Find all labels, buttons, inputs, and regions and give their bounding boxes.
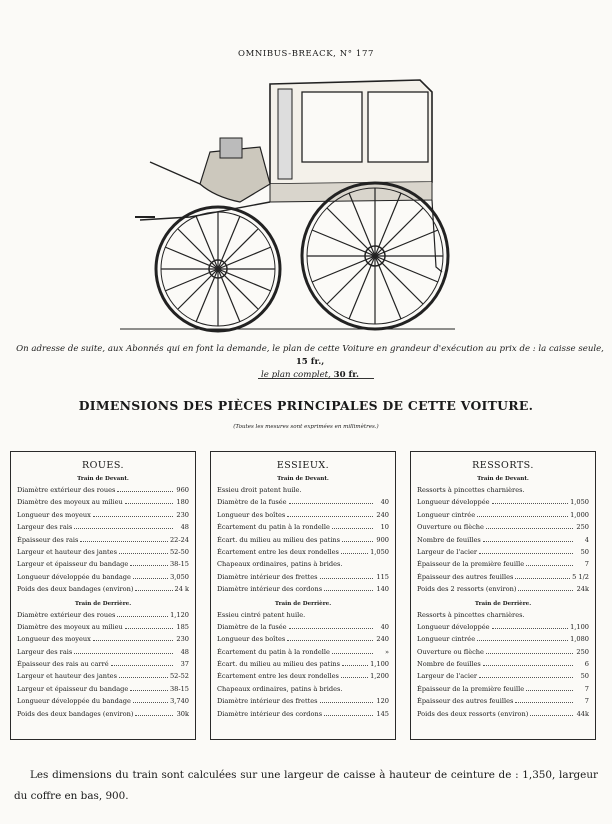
dimension-row — [417, 621, 589, 633]
leader-dots — [479, 677, 573, 678]
dimension-row — [17, 509, 189, 521]
dimension-row — [417, 571, 589, 583]
dimension-row — [17, 571, 189, 583]
dimension-value: 240 — [376, 635, 389, 644]
dimension-value: 3,050 — [170, 572, 189, 581]
dimension-row — [17, 558, 189, 570]
section-heading: Train de Derrière. — [74, 600, 132, 607]
leader-dots — [74, 653, 173, 654]
dimension-row — [217, 621, 389, 633]
dimension-row — [17, 621, 189, 633]
leader-dots — [289, 628, 373, 629]
leader-dots — [111, 665, 173, 666]
dimension-label: Diamètre intérieur des frettes — [217, 697, 318, 706]
dimension-value: 250 — [576, 523, 589, 532]
dimension-value: 240 — [376, 510, 389, 519]
dimension-value: 38-15 — [169, 684, 189, 693]
leader-dots — [289, 503, 373, 504]
dimension-value: 1,120 — [170, 610, 189, 619]
dimension-label: Longueur développée du bandage — [17, 697, 131, 706]
dimension-row — [17, 633, 189, 645]
dimension-row — [217, 670, 389, 682]
leader-dots — [135, 590, 172, 591]
dimension-value: 30k — [176, 709, 189, 718]
dimension-label: Diamètre extérieur des roues — [17, 610, 116, 619]
dimension-row — [417, 670, 589, 682]
dimension-label: Longueur développée du bandage — [17, 572, 131, 581]
dimension-row — [417, 558, 589, 570]
leader-dots — [320, 702, 373, 703]
dimension-value: 1,200 — [370, 672, 389, 681]
dimension-label: Épaisseur des rais — [17, 535, 79, 544]
dimension-row — [217, 509, 389, 521]
dimension-value: 120 — [376, 697, 389, 706]
dimension-row — [417, 683, 589, 695]
leader-dots — [483, 541, 573, 542]
leader-dots — [342, 665, 368, 666]
section-heading: Train de Devant. — [477, 476, 529, 482]
separator-rule — [258, 378, 374, 379]
dimension-label: Largeur et hauteur des jantes — [17, 672, 117, 681]
leader-dots — [477, 640, 568, 641]
dimension-label: Largeur des rais — [17, 647, 73, 656]
dimension-value: 250 — [576, 647, 589, 656]
dimension-row — [417, 496, 589, 508]
leader-dots — [287, 516, 373, 517]
dimension-row — [417, 695, 589, 707]
dimension-label: Écartement du patin à la rondelle — [217, 647, 330, 656]
dimension-value: 7 — [584, 560, 589, 569]
leader-dots — [320, 578, 373, 579]
dimension-row — [217, 558, 389, 570]
caption-prefix: On adresse de suite, aux Abonnés qui en font la demande, le plan de cette Voiture en grandeur d'exécution au prix de : la caisse seule, — [16, 344, 604, 354]
dimension-row — [217, 646, 389, 658]
rear-wheel — [302, 183, 448, 329]
dimension-row — [217, 708, 389, 720]
leader-dots — [119, 553, 168, 554]
panel-title: ESSIEUX. — [276, 460, 330, 471]
dimension-row — [17, 583, 189, 595]
section-heading: Train de Derrière. — [274, 600, 332, 607]
leader-dots — [93, 516, 173, 517]
leader-dots — [492, 503, 569, 504]
leader-dots — [125, 628, 173, 629]
dimension-value: 40 — [380, 622, 389, 631]
leader-dots — [492, 628, 569, 629]
section-heading: Train de Devant. — [77, 476, 129, 482]
section-heading: Train de Derrière. — [474, 600, 532, 607]
dimension-value: 24 k — [174, 585, 189, 594]
dimension-value: 50 — [580, 547, 589, 556]
leader-dots — [518, 590, 573, 591]
panel-title: RESSORTS. — [472, 460, 534, 471]
dimension-label: Poids des deux bandages (environ) — [17, 709, 134, 718]
leader-dots — [515, 702, 573, 703]
dimension-label: Ressorts à pincettes charnières. — [417, 610, 525, 619]
dimension-label: Écartement du patin à la rondelle — [217, 523, 330, 532]
dimensions-heading: DIMENSIONS DES PIÈCES PRINCIPALES DE CETTE VOITURE. — [78, 398, 534, 413]
dimension-row — [217, 484, 389, 496]
dimension-value: 24k — [576, 585, 589, 594]
dimension-label: Diamètre extérieur des roues — [17, 486, 116, 494]
dimension-row — [217, 496, 389, 508]
dimension-value: 4 — [584, 535, 589, 544]
dimension-value: 1,050 — [370, 547, 389, 556]
units-note: (Toutes les mesures sont exprimées en millimètres.) — [233, 424, 379, 430]
dimension-value: 1,000 — [570, 510, 589, 519]
dimension-row — [217, 521, 389, 533]
dimension-value: 3,740 — [170, 697, 189, 706]
dimension-label: Diamètre des moyeux au milieu — [17, 498, 123, 507]
leader-dots — [479, 553, 573, 554]
dimension-value: 1,100 — [570, 622, 589, 631]
leader-dots — [483, 665, 573, 666]
dimension-row — [217, 633, 389, 645]
dimension-label: Largeur et épaisseur du bandage — [17, 684, 129, 693]
panel-title: ROUES. — [81, 460, 125, 471]
dimension-value: 10 — [380, 523, 389, 532]
dimension-label: Longueur des boîtes — [217, 635, 286, 644]
dimension-row — [217, 571, 389, 583]
dimension-value: 52-52 — [169, 672, 189, 681]
dimension-row — [17, 534, 189, 546]
leader-dots — [341, 677, 368, 678]
dimension-label: Largeur de l'acier — [417, 672, 478, 681]
dimension-row — [217, 583, 389, 595]
plate-title: OMNIBUS-BREACK, N° 177 — [238, 49, 374, 59]
dimension-value: 38-15 — [169, 560, 189, 569]
dimension-label: Diamètre de la fusée — [217, 498, 287, 507]
dimension-label: Essieu cintré patent huile. — [217, 610, 306, 619]
dimension-label: Écartement entre les deux rondelles — [217, 547, 339, 556]
ressorts-panel — [410, 451, 596, 740]
roues-panel — [10, 451, 196, 740]
dimension-label: Ouverture ou flèche — [417, 523, 484, 532]
leader-dots — [119, 677, 168, 678]
leader-dots — [130, 690, 168, 691]
dimension-row — [17, 521, 189, 533]
dimension-label: Épaisseur des autres feuilles — [417, 572, 514, 581]
dimension-value: 185 — [176, 622, 189, 631]
dimension-label: Largeur de l'acier — [417, 547, 478, 556]
dimension-row — [17, 609, 189, 621]
leader-dots — [74, 528, 173, 529]
dimension-row — [17, 683, 189, 695]
dimension-label: Longueur cintrée — [417, 635, 476, 644]
dimension-label: Diamètre de la fusée — [217, 622, 287, 631]
footer-text: Les dimensions du train sont calculées sur une largeur de caisse à hauteur de ceinture de : 1,350, largeur du coffre en bas, 900. — [14, 769, 598, 802]
leader-dots — [341, 553, 368, 554]
leader-dots — [515, 578, 570, 579]
leader-dots — [342, 541, 373, 542]
dimension-row — [417, 534, 589, 546]
dimension-label: Nombre de feuilles — [417, 535, 481, 544]
dimension-label: Longueur des moyeux — [17, 510, 91, 519]
leader-dots — [477, 516, 568, 517]
dimension-label: Poids des deux ressorts (environ) — [417, 709, 529, 718]
dimension-row — [417, 646, 589, 658]
dimension-row — [17, 646, 189, 658]
leader-dots — [526, 690, 573, 691]
dimension-label: Chapeaux ordinaires, patins à brides. — [217, 684, 343, 693]
dimension-value: 48 — [180, 647, 189, 656]
leader-dots — [125, 503, 173, 504]
dimension-label: Longueur cintrée — [417, 510, 476, 519]
dimension-row — [417, 521, 589, 533]
dimension-label: Diamètre intérieur des cordons — [217, 709, 323, 718]
dimension-value: 7 — [584, 684, 589, 693]
dimension-value: 22-24 — [169, 535, 189, 544]
dimension-label: Largeur des rais — [17, 523, 73, 532]
dimension-value: » — [384, 647, 389, 656]
dimension-label: Épaisseur des autres feuilles — [417, 697, 514, 706]
front-wheel — [156, 207, 280, 331]
caption-price-full: 30 fr. — [333, 370, 359, 380]
dimension-value: 145 — [376, 709, 389, 718]
dimension-row — [217, 546, 389, 558]
dimension-label: Épaisseur des rais au carré — [17, 660, 109, 669]
dimension-row — [217, 683, 389, 695]
dimension-label: Largeur et hauteur des jantes — [17, 547, 117, 556]
leader-dots — [133, 578, 168, 579]
dimension-value: 6 — [584, 660, 589, 669]
dimension-row — [17, 546, 189, 558]
dimension-label: Essieu droit patent huile. — [217, 486, 302, 494]
leader-dots — [135, 715, 173, 716]
dimension-row — [17, 670, 189, 682]
dimension-row — [417, 609, 589, 621]
dimension-row — [417, 633, 589, 645]
plan-price-caption — [14, 343, 606, 382]
dimension-row — [17, 496, 189, 508]
leader-dots — [486, 653, 573, 654]
leader-dots — [324, 715, 373, 716]
dimension-row — [417, 658, 589, 670]
dimension-label: Chapeaux ordinaires, patins à brides. — [217, 560, 343, 569]
dimension-value: 960 — [176, 486, 189, 494]
dimension-label: Longueur des boîtes — [217, 510, 286, 519]
dimension-label: Poids des deux bandages (environ) — [17, 585, 134, 594]
dimension-value: 37 — [180, 660, 189, 669]
dimension-row — [417, 509, 589, 521]
dimension-label: Poids des 2 ressorts (environ) — [417, 585, 517, 594]
caption-price-body: 15 fr., — [295, 357, 325, 367]
dimension-value: 230 — [176, 635, 189, 644]
dimension-value: 230 — [176, 510, 189, 519]
leader-dots — [332, 528, 373, 529]
leader-dots — [117, 616, 168, 617]
leader-dots — [93, 640, 173, 641]
dimension-label: Écart. du milieu au milieu des patins — [217, 535, 341, 544]
dimension-label: Ressorts à pincettes charnières. — [417, 486, 525, 494]
dimension-value: 1,100 — [370, 660, 389, 669]
dimension-row — [417, 546, 589, 558]
dimension-label: Épaisseur de la première feuille — [417, 560, 525, 569]
leader-dots — [287, 640, 373, 641]
dimension-row — [417, 708, 589, 720]
dimension-value: 48 — [180, 523, 189, 532]
dimension-value: 52-50 — [169, 547, 189, 556]
dimension-value: 40 — [380, 498, 389, 507]
dimension-label: Longueur développée — [417, 622, 490, 631]
section-heading: Train de Devant. — [277, 476, 329, 482]
leader-dots — [130, 565, 168, 566]
dimension-row — [417, 484, 589, 496]
leader-dots — [486, 528, 573, 529]
essieux-panel — [210, 451, 396, 740]
dimension-label: Diamètre des moyeux au milieu — [17, 622, 123, 631]
leader-dots — [526, 565, 573, 566]
dimension-value: 44k — [576, 709, 589, 718]
dimension-row — [217, 695, 389, 707]
dimension-label: Longueur développée — [417, 498, 490, 507]
dimension-value: 1,080 — [570, 635, 589, 644]
dimension-row — [17, 695, 189, 707]
dimension-row — [217, 534, 389, 546]
dimension-label: Écart. du milieu au milieu des patins — [217, 660, 341, 669]
dimension-label: Ouverture ou flèche — [417, 647, 484, 656]
dimension-value: 180 — [176, 498, 189, 507]
dimension-value: 1,050 — [570, 498, 589, 507]
leader-dots — [133, 702, 168, 703]
caption-middle: le plan complet, — [261, 370, 331, 380]
dimension-value: 7 — [584, 697, 589, 706]
leader-dots — [332, 653, 373, 654]
leader-dots — [80, 541, 168, 542]
dimension-value: 115 — [376, 572, 389, 581]
dimension-row — [17, 708, 189, 720]
dimension-value: 50 — [580, 672, 589, 681]
dimension-label: Largeur et épaisseur du bandage — [17, 560, 129, 569]
dimension-label: Longueur des moyeux — [17, 635, 91, 644]
dimension-value: 900 — [376, 535, 389, 544]
dimension-row — [217, 609, 389, 621]
dimension-label: Écartement entre les deux rondelles — [217, 672, 339, 681]
dimension-label: Épaisseur de la première feuille — [417, 684, 525, 693]
leader-dots — [117, 491, 173, 492]
dimension-row — [417, 583, 589, 595]
dimension-label: Diamètre intérieur des frettes — [217, 572, 318, 581]
dimension-value: 5 1/2 — [572, 572, 589, 581]
dimension-row — [217, 658, 389, 670]
dimension-label: Diamètre intérieur des cordons — [217, 585, 323, 594]
carriage-illustration — [120, 72, 460, 337]
dimension-row — [17, 658, 189, 670]
dimension-value: 140 — [376, 585, 389, 594]
leader-dots — [324, 590, 373, 591]
dimension-label: Nombre de feuilles — [417, 660, 481, 669]
dimension-row — [17, 484, 189, 496]
leader-dots — [530, 715, 573, 716]
